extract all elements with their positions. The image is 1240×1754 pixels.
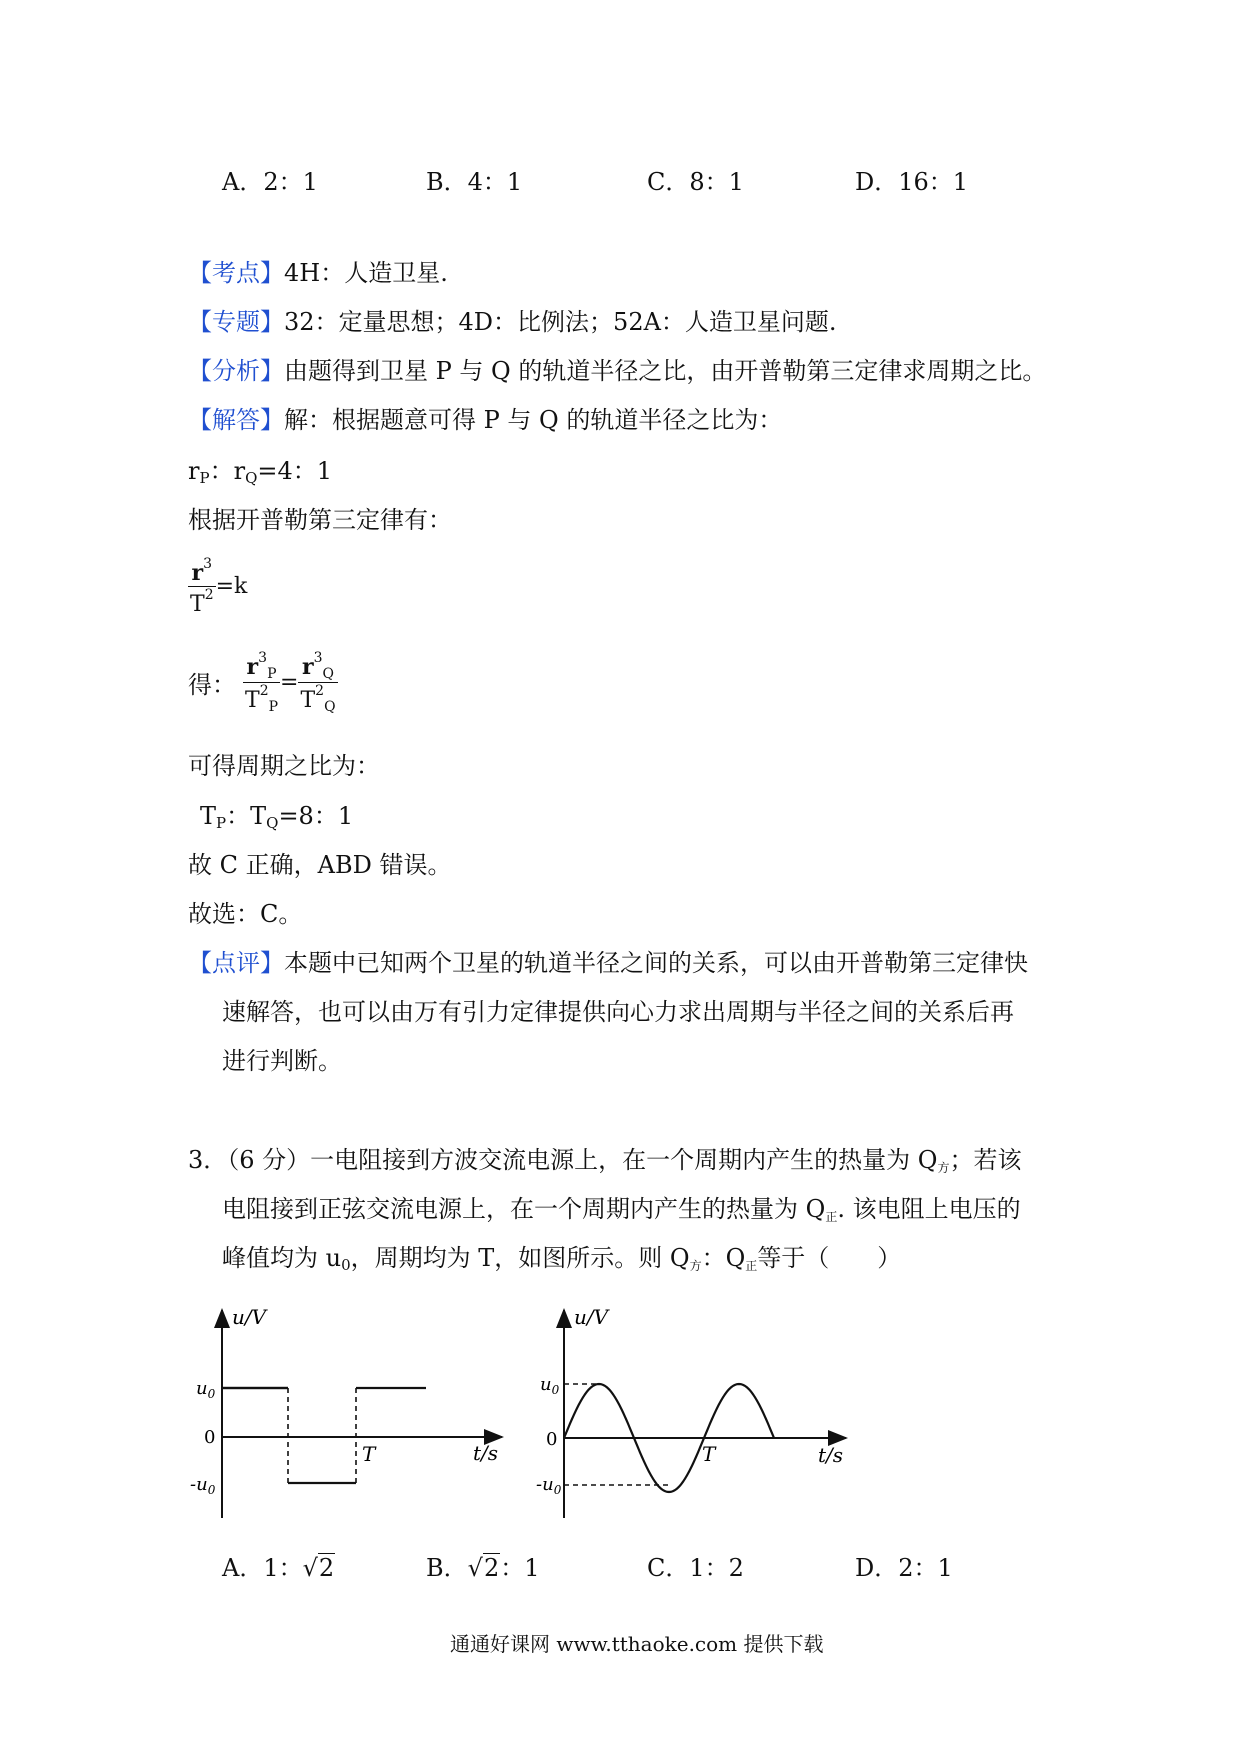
- kaodian-text: 4H：人造卫星.: [284, 259, 448, 287]
- q3-option-d: D．2：1: [855, 1554, 953, 1582]
- y-axis-label: u/V: [232, 1305, 267, 1329]
- period-label: T: [702, 1442, 716, 1466]
- dianping-line2: 速解答，也可以由万有引力定律提供向心力求出周期与半径之间的关系后再: [222, 998, 1014, 1026]
- zero-label: 0: [546, 1429, 558, 1450]
- de-label: 得：: [188, 671, 236, 699]
- kaodian-line: [188, 258, 448, 288]
- kepler-formula: $\frac{r^3}{T^2}$ =k: [190, 556, 248, 617]
- dianping-line1: 【点评】本题中已知两个卫星的轨道半径之间的关系，可以由开普勒第三定律快: [188, 949, 1028, 977]
- q2-option-c: C．8：1: [647, 168, 744, 196]
- fenxi-line: [188, 356, 1046, 386]
- sine-wave-graph: [530, 1300, 860, 1520]
- square-wave-graph: [190, 1300, 510, 1520]
- q3-option-a: A．1：√2: [222, 1554, 335, 1582]
- q3-line2: 电阻接到正弦交流电源上，在一个周期内产生的热量为 $Q_正$. 该电阻上电压的: [222, 1195, 1021, 1224]
- zhuanti-line: [188, 307, 837, 337]
- jieda-line: [188, 405, 782, 435]
- zhuanti-tag: 【专题】: [188, 308, 284, 336]
- conclusion: 故 C 正确，ABD 错误。: [188, 851, 452, 879]
- q3-line3: 峰值均为 $u_0$，周期均为 T，如图所示。则 $Q_方$：$Q_正$等于（ ）: [222, 1244, 902, 1274]
- dianping-tag: 【点评】: [188, 949, 284, 977]
- ratio-formula: 得： $\frac{r^3_P}{T^2_P}$ = $\frac{r^3_Q}{T^2_Q}$: [188, 650, 336, 715]
- period-label: T: [362, 1442, 376, 1466]
- y-axis-label: u/V: [574, 1305, 609, 1329]
- radius-ratio: $r_P$：$r_Q=4$：1: [188, 457, 333, 487]
- q3-option-c: C．1：2: [647, 1554, 744, 1582]
- zhuanti-text: 32：定量思想；4D：比例法；52A：人造卫星问题.: [284, 308, 837, 336]
- square-wave-verticals: [288, 1388, 356, 1483]
- q2-option-b: B．4：1: [426, 168, 523, 196]
- q2-option-a: A．2：1: [222, 168, 318, 196]
- fenxi-tag: 【分析】: [188, 357, 284, 385]
- period-ratio: $T_P$：$T_Q=8$：1: [200, 802, 354, 832]
- footer: 通通好课网 www.tthaoke.com 提供下载: [450, 1632, 824, 1656]
- fenxi-text: 由题得到卫星 P 与 Q 的轨道半径之比，由开普勒第三定律求周期之比。: [284, 357, 1047, 385]
- neg-u0-label: $-u_0$: [190, 1474, 216, 1497]
- choice: 故选：C。: [188, 900, 303, 928]
- zero-label: 0: [204, 1427, 216, 1448]
- jieda-text: 解：根据题意可得 P 与 Q 的轨道半径之比为：: [284, 406, 783, 434]
- kaodian-tag: 【考点】: [188, 259, 284, 287]
- dianping-line3: 进行判断。: [222, 1047, 342, 1075]
- x-axis-label: t/s: [473, 1441, 499, 1465]
- neg-u0-label: $-u_0$: [536, 1474, 562, 1497]
- q2-option-d: D．16：1: [855, 168, 969, 196]
- u0-label: $u_0$: [196, 1378, 216, 1401]
- square-wave-path: [222, 1388, 426, 1483]
- kepler-intro: 根据开普勒第三定律有：: [188, 506, 452, 534]
- q3-option-b: B．√2：1: [426, 1554, 540, 1582]
- u0-label: $u_0$: [540, 1374, 560, 1397]
- q3-line1: 3．（6 分）一电阻接到方波交流电源上，在一个周期内产生的热量为 $Q_方$；若该: [188, 1146, 1022, 1175]
- period-intro: 可得周期之比为：: [188, 752, 380, 780]
- x-axis-label: t/s: [818, 1443, 844, 1467]
- jieda-tag: 【解答】: [188, 406, 284, 434]
